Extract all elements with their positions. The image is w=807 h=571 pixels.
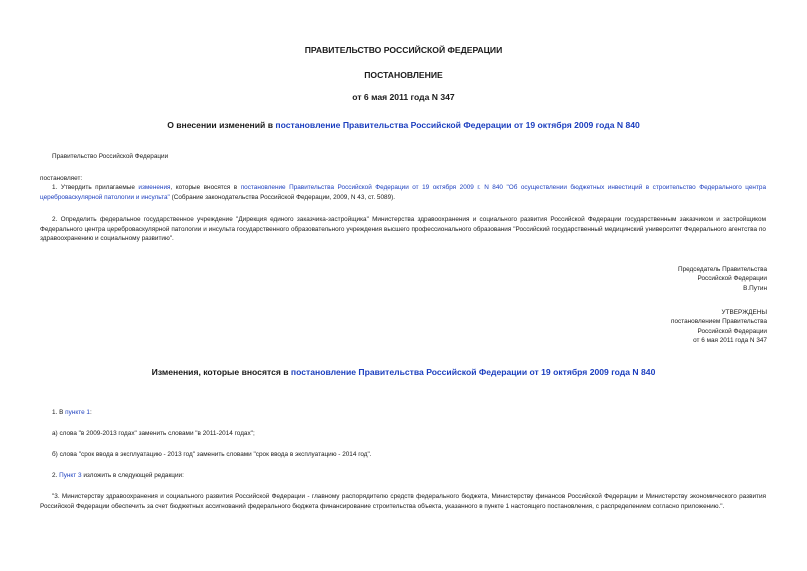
preamble-government: Правительство Российской Федерации (52, 153, 169, 160)
change-1-suffix: : (89, 409, 92, 416)
change-1-prefix: 1. В (52, 409, 66, 416)
preamble-resolves: постановляет: (40, 175, 83, 182)
change-2-prefix: 2. (52, 472, 60, 479)
change-1b: б) слова "срок ввода в эксплуатацию - 2013 год" заменить словами "срок ввода в эксплуатацию - 2014 год". (52, 451, 372, 458)
change-2-suffix: изложить в следующей редакции: (81, 472, 184, 479)
signature-country: Российской Федерации (697, 275, 767, 283)
item-1-text-b: , которые вносятся в (170, 184, 241, 191)
item-2: 2. Определить федеральное государственное учреждение "Дирекция единого заказчика-застройщика" Министерства здравоохранения и социального развития Российской Федерации государственным заказчиком и застройщиком Федерального центра цереброваскулярной патологии и инсульта государственного образовательного учреждения высшего профессионального образования "Российский государственный медицинский университет Федерального агентства по здравоохранению и социальному развитию". (40, 216, 766, 243)
change-1 (52, 408, 92, 418)
item-1-changes-link[interactable]: изменения (138, 184, 171, 191)
approved-block (671, 308, 767, 346)
item-1 (40, 183, 766, 202)
signature-name: В.Путин (743, 284, 767, 292)
changes-title-link[interactable]: постановление Правительства Российской Федерации от 19 октября 2009 года N 840 (290, 367, 656, 377)
change-1-link[interactable]: пункте 1 (65, 409, 90, 416)
item-1-text-a: 1. Утвердить прилагаемые (52, 184, 139, 191)
approved-by: постановлением Правительства (671, 318, 767, 326)
approved-country: Российской Федерации (697, 327, 767, 335)
changes-title-prefix: Изменения, которые вносятся в (151, 367, 291, 377)
signature-position: Председатель Правительства (678, 266, 767, 273)
item-1-resolution-link[interactable]: постановление Правительства Российской Федерации от 19 октября 2009 г. N 840 "Об осуществлении бюджетных инвестиций в строительство Федерального центра цереброваскулярной патологии и инсульта" (40, 184, 766, 201)
signature-block (678, 265, 767, 293)
change-2 (52, 471, 184, 481)
change-1a: а) слова "в 2009-2013 годах" заменить словами "в 2011-2014 годах"; (52, 430, 255, 437)
changes-title (0, 367, 807, 377)
doc-type-heading: ПОСТАНОВЛЕНИЕ (364, 70, 443, 80)
approved-date: от 6 мая 2011 года N 347 (693, 337, 767, 345)
title-prefix: О внесении изменений в (167, 120, 276, 130)
change-2-link[interactable]: Пункт 3 (59, 472, 82, 479)
title-link[interactable]: постановление Правительства Российской Федерации от 19 октября 2009 года N 840 (275, 120, 640, 130)
change-3-text: "3. Министерству здравоохранения и социального развития Российской Федерации - главному распорядителю средств федерального бюджета, Министерству финансов Российской Федерации и Министерству экономического развития Российской Федерации обеспечить за счет бюджетных ассигнований федерального бюджета финансирование строительства объекта, указанного в пункте 1 настоящего постановления, с распределением согласно приложению.". (40, 493, 766, 510)
doc-date-number: от 6 мая 2011 года N 347 (352, 92, 455, 102)
approved-heading: УТВЕРЖДЕНЫ (721, 309, 767, 316)
government-heading: ПРАВИТЕЛЬСТВО РОССИЙСКОЙ ФЕДЕРАЦИИ (304, 45, 503, 55)
document-title (0, 120, 807, 130)
item-1-text-c: (Собрание законодательства Российской Федерации, 2009, N 43, ст. 5089). (169, 193, 396, 201)
